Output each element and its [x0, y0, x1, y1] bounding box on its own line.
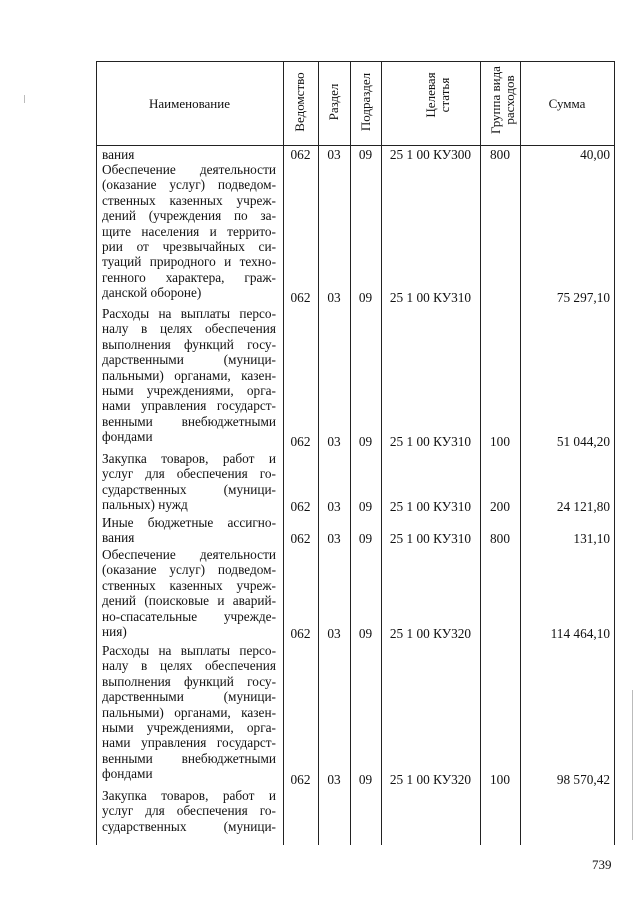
row-name-line: услуг для обеспечения го-: [102, 466, 276, 482]
row-name-line: налу в целях обеспечения: [102, 658, 276, 674]
cell-celevaya: 25 1 00 КУ310: [389, 434, 472, 449]
cell-vedomstvo: 062: [290, 147, 311, 162]
row-name-line: дарственными (муници-: [102, 689, 276, 705]
cell-razdel: 03: [327, 772, 341, 787]
cell-podrazdel: 09: [358, 147, 373, 162]
column-border: [350, 61, 351, 845]
row-name-line: щите населения и террито-: [102, 223, 276, 239]
cell-gruppa: 100: [490, 434, 510, 449]
cell-celevaya: 25 1 00 КУ300: [389, 147, 472, 162]
header-gruppa-line1: Группа вида: [488, 66, 503, 134]
cell-razdel: 03: [327, 434, 341, 449]
row-name-line: (оказание услуг) подведом-: [102, 177, 276, 193]
row-name: [102, 547, 276, 639]
cell-vedomstvo: 062: [290, 531, 311, 546]
row-name-line: фондами: [102, 766, 153, 782]
row-name-line: услуг для обеспечения го-: [102, 803, 276, 819]
cell-razdel: 03: [327, 147, 341, 162]
row-name-line: данской обороне): [102, 285, 202, 301]
cell-summa: 24 121,80: [556, 499, 610, 514]
header-gruppa-line2: расходов: [502, 75, 517, 125]
cell-celevaya: 25 1 00 КУ310: [389, 531, 472, 546]
cell-gruppa: 100: [490, 772, 510, 787]
cell-razdel: 03: [327, 499, 341, 514]
row-name: [102, 788, 276, 834]
row-name: [102, 162, 276, 301]
cell-vedomstvo: 062: [290, 626, 311, 641]
cell-podrazdel: 09: [358, 290, 373, 305]
row-name-line: но-спасательные учрежде-: [102, 608, 276, 624]
cell-gruppa: 800: [490, 531, 510, 546]
row-name-line: венными внебюджетными: [102, 413, 276, 429]
row-name-line: Расходы на выплаты персо-: [102, 306, 276, 321]
header-summa: Сумма: [548, 96, 586, 111]
column-border: [480, 61, 481, 845]
row-name-line: ния): [102, 624, 127, 640]
table-top-border: [96, 61, 615, 62]
row-name-line: Иные бюджетные ассигно-: [102, 515, 276, 530]
cell-summa: 75 297,10: [556, 290, 610, 305]
cell-vedomstvo: 062: [290, 434, 311, 449]
row-name-line: ными учреждениями, орга-: [102, 720, 276, 736]
cell-celevaya: 25 1 00 КУ320: [389, 772, 472, 787]
column-border: [614, 61, 615, 845]
cell-celevaya: 25 1 00 КУ310: [389, 290, 472, 305]
row-name-line: фондами: [102, 429, 153, 445]
row-name-line: рии от чрезвычайных си-: [102, 239, 276, 255]
cell-summa: 114 464,10: [550, 626, 610, 641]
cell-podrazdel: 09: [358, 499, 373, 514]
cell-vedomstvo: 062: [290, 290, 311, 305]
row-name-line: выполнения функций госу-: [102, 673, 276, 689]
row-name: [102, 306, 276, 445]
row-name-line: (оказание услуг) подведом-: [102, 562, 276, 578]
row-name-line: дарственными (муници-: [102, 352, 276, 368]
cell-summa: 131,10: [573, 531, 610, 546]
cell-summa: 40,00: [580, 147, 610, 162]
row-name-line: вания: [102, 147, 135, 162]
column-border: [283, 61, 284, 845]
row-name-line: генного характера, граж-: [102, 269, 276, 285]
row-name-line: налу в целях обеспечения: [102, 321, 276, 337]
row-name-line: ственных казенных учреж-: [102, 192, 276, 208]
cell-celevaya: 25 1 00 КУ320: [389, 626, 472, 641]
row-name: [102, 451, 276, 513]
column-border: [318, 61, 319, 845]
scan-mark: [24, 95, 25, 103]
column-border: [381, 61, 382, 845]
row-name-line: Расходы на выплаты персо-: [102, 643, 276, 658]
row-name-line: Закупка товаров, работ и: [102, 451, 276, 466]
cell-razdel: 03: [327, 290, 341, 305]
cell-podrazdel: 09: [358, 626, 373, 641]
cell-summa: 51 044,20: [556, 434, 610, 449]
row-name: [102, 515, 276, 546]
cell-gruppa: 800: [490, 147, 510, 162]
row-name-line: ственных казенных учреж-: [102, 577, 276, 593]
row-name-line: Закупка товаров, работ и: [102, 788, 276, 803]
cell-podrazdel: 09: [358, 772, 373, 787]
row-name-line: дений (поисковые и аварий-: [102, 593, 276, 609]
cell-podrazdel: 09: [358, 531, 373, 546]
cell-summa: 98 570,42: [556, 772, 610, 787]
row-name: [102, 643, 276, 782]
cell-razdel: 03: [327, 626, 341, 641]
cell-vedomstvo: 062: [290, 772, 311, 787]
row-name-line: ными учреждениями, орга-: [102, 383, 276, 399]
page-number: 739: [592, 857, 612, 872]
row-name-line: пальными) органами, казен-: [102, 704, 276, 720]
row-name-line: дений (учреждения по за-: [102, 208, 276, 224]
row-name: [102, 147, 276, 162]
row-name-line: Обеспечение деятельности: [102, 547, 276, 562]
row-name-line: туаций природного и техно-: [102, 254, 276, 270]
column-border: [520, 61, 521, 845]
row-name-line: венными внебюджетными: [102, 750, 276, 766]
row-name-line: выполнения функций госу-: [102, 336, 276, 352]
header-name: Наименование: [149, 96, 230, 111]
row-name-line: пальными) органами, казен-: [102, 367, 276, 383]
header-razdel: Раздел: [326, 83, 341, 121]
cell-celevaya: 25 1 00 КУ310: [389, 499, 472, 514]
row-name-line: нами управления государст-: [102, 735, 276, 751]
header-celevaya-line1: Целевая: [423, 72, 438, 118]
cell-razdel: 03: [327, 531, 341, 546]
cell-vedomstvo: 062: [290, 499, 311, 514]
row-name-line: Обеспечение деятельности: [102, 162, 276, 177]
scan-mark: [632, 690, 633, 840]
row-name-line: пальных) нужд: [102, 497, 188, 513]
cell-gruppa: 200: [490, 499, 510, 514]
row-name-line: сударственных (муници-: [102, 481, 276, 497]
header-celevaya-line2: статья: [437, 77, 452, 113]
header-podrazdel: Подраздел: [358, 72, 373, 132]
header-vedomstvo: Ведомство: [292, 72, 307, 132]
row-name-line: вания: [102, 530, 135, 546]
header-bottom-border: [96, 145, 615, 146]
row-name-line: нами управления государст-: [102, 398, 276, 414]
row-name-line: сударственных (муници-: [102, 818, 276, 834]
cell-podrazdel: 09: [358, 434, 373, 449]
column-border: [96, 61, 97, 845]
